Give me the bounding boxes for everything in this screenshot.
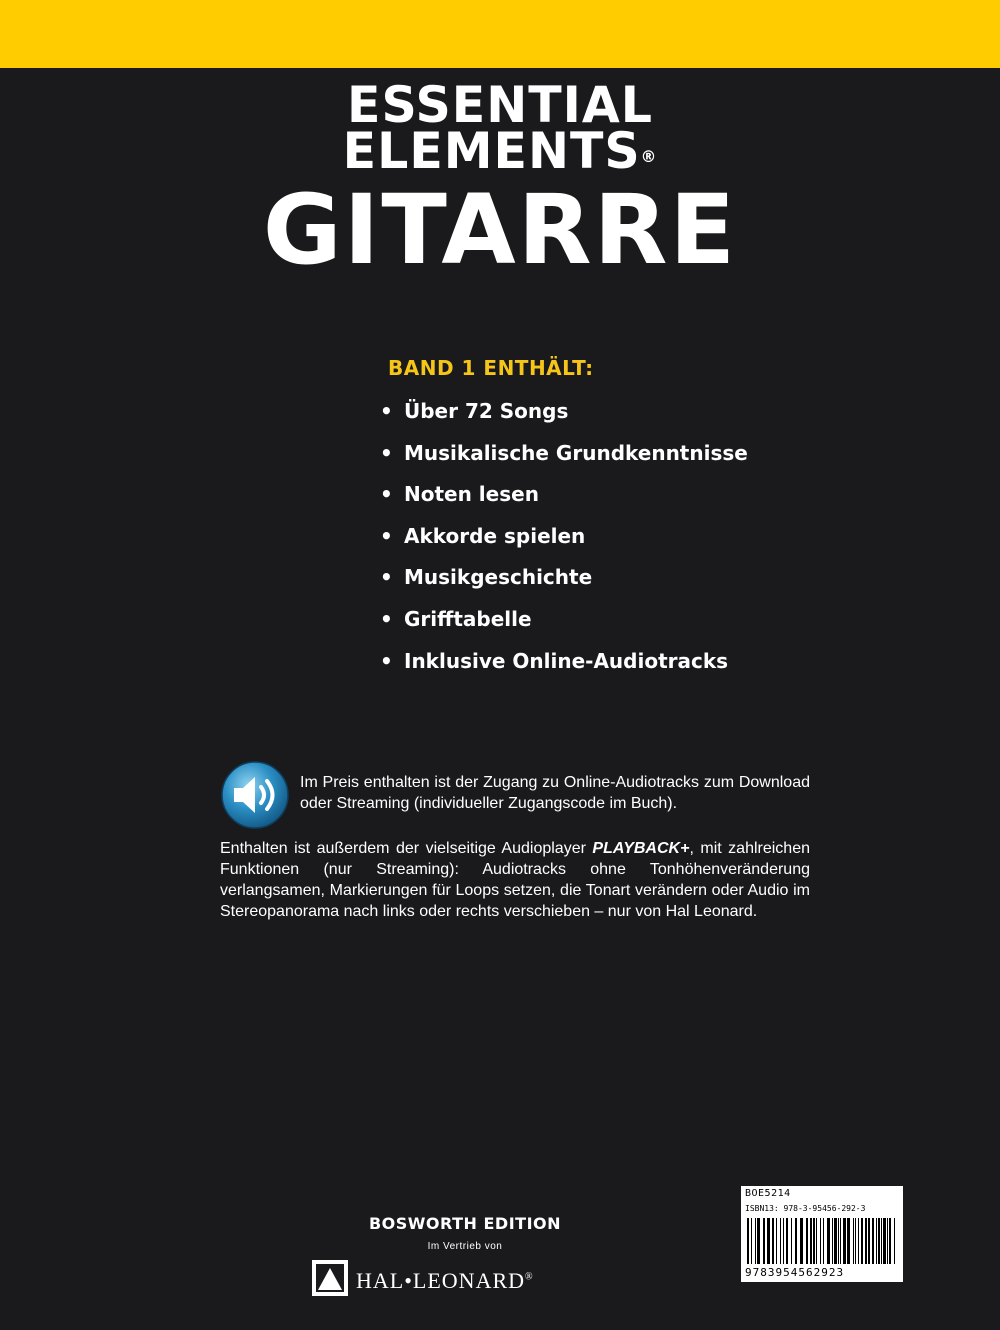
barcode-bar [823, 1218, 824, 1264]
distributor-logo [310, 1258, 640, 1298]
barcode-bar [847, 1218, 850, 1264]
barcode-bar [843, 1218, 846, 1264]
contents-item [380, 479, 748, 521]
playback-text-after: , mit zahlreichen Funktionen (nur Streaming): Audiotracks ohne Tonhöhenveränderung verlangsamen, Markierungen für Loops setzen, die Tonart verändern oder Audio im Stereopanorama nach links oder rechts verschieben – nur von Hal Leonard. [220, 840, 810, 920]
barcode-bar [894, 1218, 895, 1264]
contents-item-label: Noten lesen [404, 482, 539, 507]
top-color-band [0, 0, 1000, 68]
edition-label: BOSWORTH EDITION [368, 1214, 562, 1233]
barcode-bar [816, 1218, 817, 1264]
barcode-bar [755, 1218, 756, 1264]
barcode-bar [813, 1218, 815, 1264]
contents-item-label: Akkorde spielen [404, 523, 586, 548]
barcode-bar [876, 1218, 877, 1264]
barcode-bar [800, 1218, 803, 1264]
contents-item [380, 438, 748, 480]
barcode-bar [853, 1218, 854, 1264]
bullet-icon: • [380, 565, 393, 590]
contents-item [380, 646, 748, 688]
barcode-bar [840, 1218, 841, 1264]
bullet-icon: • [380, 440, 393, 465]
barcode-bar [751, 1218, 752, 1264]
contents-item-label: Über 72 Songs [404, 399, 569, 423]
registered-mark: ® [640, 147, 658, 166]
distributor-registered-mark: ® [525, 1271, 534, 1283]
barcode-bar [858, 1218, 859, 1264]
barcode-bar [861, 1218, 863, 1264]
barcode-bar [887, 1218, 888, 1264]
contents-item [380, 604, 748, 646]
barcode-bar [780, 1218, 781, 1264]
publisher-block [300, 1214, 630, 1293]
book-title: GITARRE [262, 174, 738, 286]
audio-notice-text: Im Preis enthalten ist der Zugang zu Online-Audiotracks zum Download oder Streaming (individueller Zugangscode im Buch). [300, 774, 810, 812]
barcode-bar [838, 1218, 839, 1264]
barcode-bar [810, 1218, 812, 1264]
barcode-number: 9783954562923 [745, 1266, 845, 1279]
playback-product-name: PLAYBACK+ [592, 840, 690, 857]
series-logo [0, 76, 1000, 180]
barcode-bar [757, 1218, 760, 1264]
contents-heading: BAND 1 ENTHÄLT: [388, 356, 594, 380]
contents-item [380, 562, 748, 604]
barcode-bar [806, 1218, 808, 1264]
distributor-name [356, 1268, 534, 1294]
speaker-icon [220, 760, 290, 830]
barcode-icon [747, 1218, 897, 1264]
barcode-bar [878, 1218, 880, 1264]
isbn-text: ISBN13: 978-3-95456-292-3 [745, 1204, 866, 1213]
barcode-bar [832, 1218, 833, 1264]
contents-item-label: Musikalische Grundkenntnisse [404, 440, 748, 465]
contents-item [380, 521, 748, 563]
barcode-bar [868, 1218, 870, 1264]
series-name-text: ELEMENTS [342, 122, 641, 180]
playback-text-before: Enthalten ist außerdem der vielseitige Audioplayer [220, 840, 593, 857]
barcode-bar [872, 1218, 874, 1264]
barcode-bar [889, 1218, 891, 1264]
barcode-label [741, 1186, 903, 1282]
bullet-icon: • [380, 606, 393, 631]
barcode-bar [834, 1218, 837, 1264]
barcode-bar [820, 1218, 821, 1264]
barcode-bar [763, 1218, 765, 1264]
series-name-line1: ESSENTIAL [347, 76, 653, 134]
distribution-label: Im Vertrieb von [427, 1241, 503, 1252]
contents-item [380, 396, 748, 438]
contents-list [380, 396, 748, 687]
barcode-bar [776, 1218, 777, 1264]
barcode-bar [795, 1218, 797, 1264]
bullet-icon: • [380, 523, 393, 548]
distributor-name-text: HAL•LEONARD [356, 1268, 526, 1293]
barcode-bar [791, 1218, 792, 1264]
contents-item-label: Inklusive Online-Audiotracks [404, 648, 729, 673]
contents-item-label: Grifftabelle [404, 606, 532, 631]
contents-item-label: Musikgeschichte [404, 565, 593, 590]
barcode-bar [881, 1218, 882, 1264]
barcode-bar [865, 1218, 867, 1264]
barcode-bar [855, 1218, 856, 1264]
barcode-bar [772, 1218, 774, 1264]
barcode-bar [786, 1218, 788, 1264]
product-code: BOE5214 [745, 1188, 791, 1199]
barcode-bar [827, 1218, 830, 1264]
barcode-bar [747, 1218, 749, 1264]
barcode-bar [767, 1218, 770, 1264]
hal-leonard-logo-icon [310, 1258, 350, 1298]
bullet-icon: • [380, 648, 393, 673]
series-name-line2 [10, 122, 990, 180]
bullet-icon: • [380, 399, 393, 423]
barcode-bar [783, 1218, 784, 1264]
playback-description [220, 838, 810, 922]
barcode-bar [883, 1218, 886, 1264]
bullet-icon: • [380, 482, 393, 507]
